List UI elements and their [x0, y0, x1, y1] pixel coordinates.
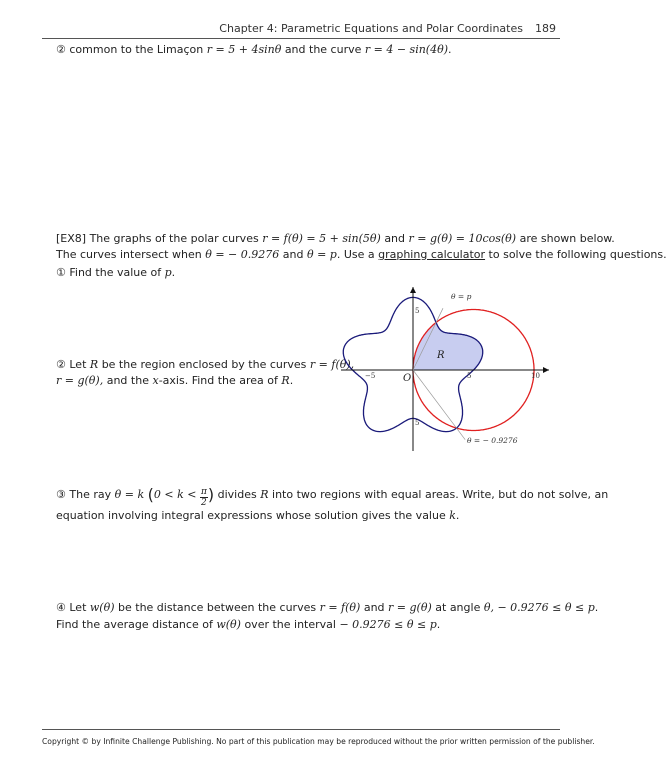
tick-5: 5 — [467, 372, 472, 380]
y-axis-arrow — [410, 287, 416, 293]
footer-rule — [42, 729, 560, 730]
example-label: [EX8] — [56, 232, 87, 245]
polar-graph — [330, 283, 560, 455]
question-4-line1: ④ Let w(θ) be the distance between the curves r = f(θ) and r = g(θ) at angle θ, − 0.9276 ≤ θ ≤ p. — [56, 601, 599, 614]
g-equation: r = g(θ) = 10cos(θ) — [408, 232, 517, 245]
question-2-line1: ② Let R be the region enclosed by the curves r = f(θ), — [56, 358, 355, 371]
curve-equation: r = 4 − sin(4θ) — [364, 43, 449, 56]
item-marker: ② — [56, 43, 66, 56]
label-region-r: R — [437, 350, 445, 361]
graphing-calculator-link[interactable]: graphing calculator — [378, 248, 486, 261]
item-marker: ② — [56, 358, 66, 371]
question-3-line1: ③ The ray θ = k (0 < k < $\frac{\pi}{2}$ ) divides R into two regions with equal areas. Write, but do not solve, an — [56, 485, 609, 508]
x-axis-arrow — [543, 367, 549, 373]
tick-neg5: −5 — [365, 372, 376, 380]
page-number: 189 — [535, 22, 556, 35]
label-theta-p: θ = p — [451, 292, 472, 301]
tick-y-top: 5 — [415, 307, 420, 315]
label-theta-neg: θ = − 0.9276 — [467, 436, 518, 445]
copyright-footer: Copyright © by Infinite Challenge Publishing. No part of this publication may be reproduced without the prior written permission of the publisher. — [42, 737, 595, 746]
prev-part2-line: ② common to the Limaçon r = 5 + 4sinθ and the curve r = 4 − sin(4θ). — [56, 43, 452, 56]
question-3-line2: equation involving integral expressions whose solution gives the value k. — [56, 509, 460, 522]
item-marker: ③ — [56, 488, 66, 501]
ex8-line2: The curves intersect when θ = − 0.9276 and θ = p. Use a graphing calculator to solve the following questions. — [56, 248, 667, 261]
item-marker: ① — [56, 266, 66, 279]
question-2-line2: r = g(θ), and the x-axis. Find the area of R. — [56, 374, 294, 387]
region-r — [413, 323, 483, 370]
limacon-equation: r = 5 + 4sinθ — [206, 43, 282, 56]
label-origin: O — [403, 373, 412, 384]
f-equation: r = f(θ) = 5 + sin(5θ) — [262, 232, 381, 245]
question-1: ① Find the value of p. — [56, 266, 176, 279]
ray-theta-neg — [413, 370, 465, 440]
tick-10: 10 — [531, 372, 540, 380]
question-4-line2: Find the average distance of w(θ) over the interval − 0.9276 ≤ θ ≤ p. — [56, 618, 441, 631]
fraction-pi-over-2: $\frac{\pi}{2}$ — [200, 487, 207, 508]
tick-y-bot: 5 — [415, 419, 420, 427]
chapter-title: Chapter 4: Parametric Equations and Polar Coordinates — [219, 22, 523, 35]
ex8-line1: [EX8] The graphs of the polar curves r = f(θ) = 5 + sin(5θ) and r = g(θ) = 10cos(θ) are shown below. — [56, 232, 615, 245]
page-header — [219, 22, 556, 35]
item-marker: ④ — [56, 601, 66, 614]
header-rule — [42, 38, 560, 39]
